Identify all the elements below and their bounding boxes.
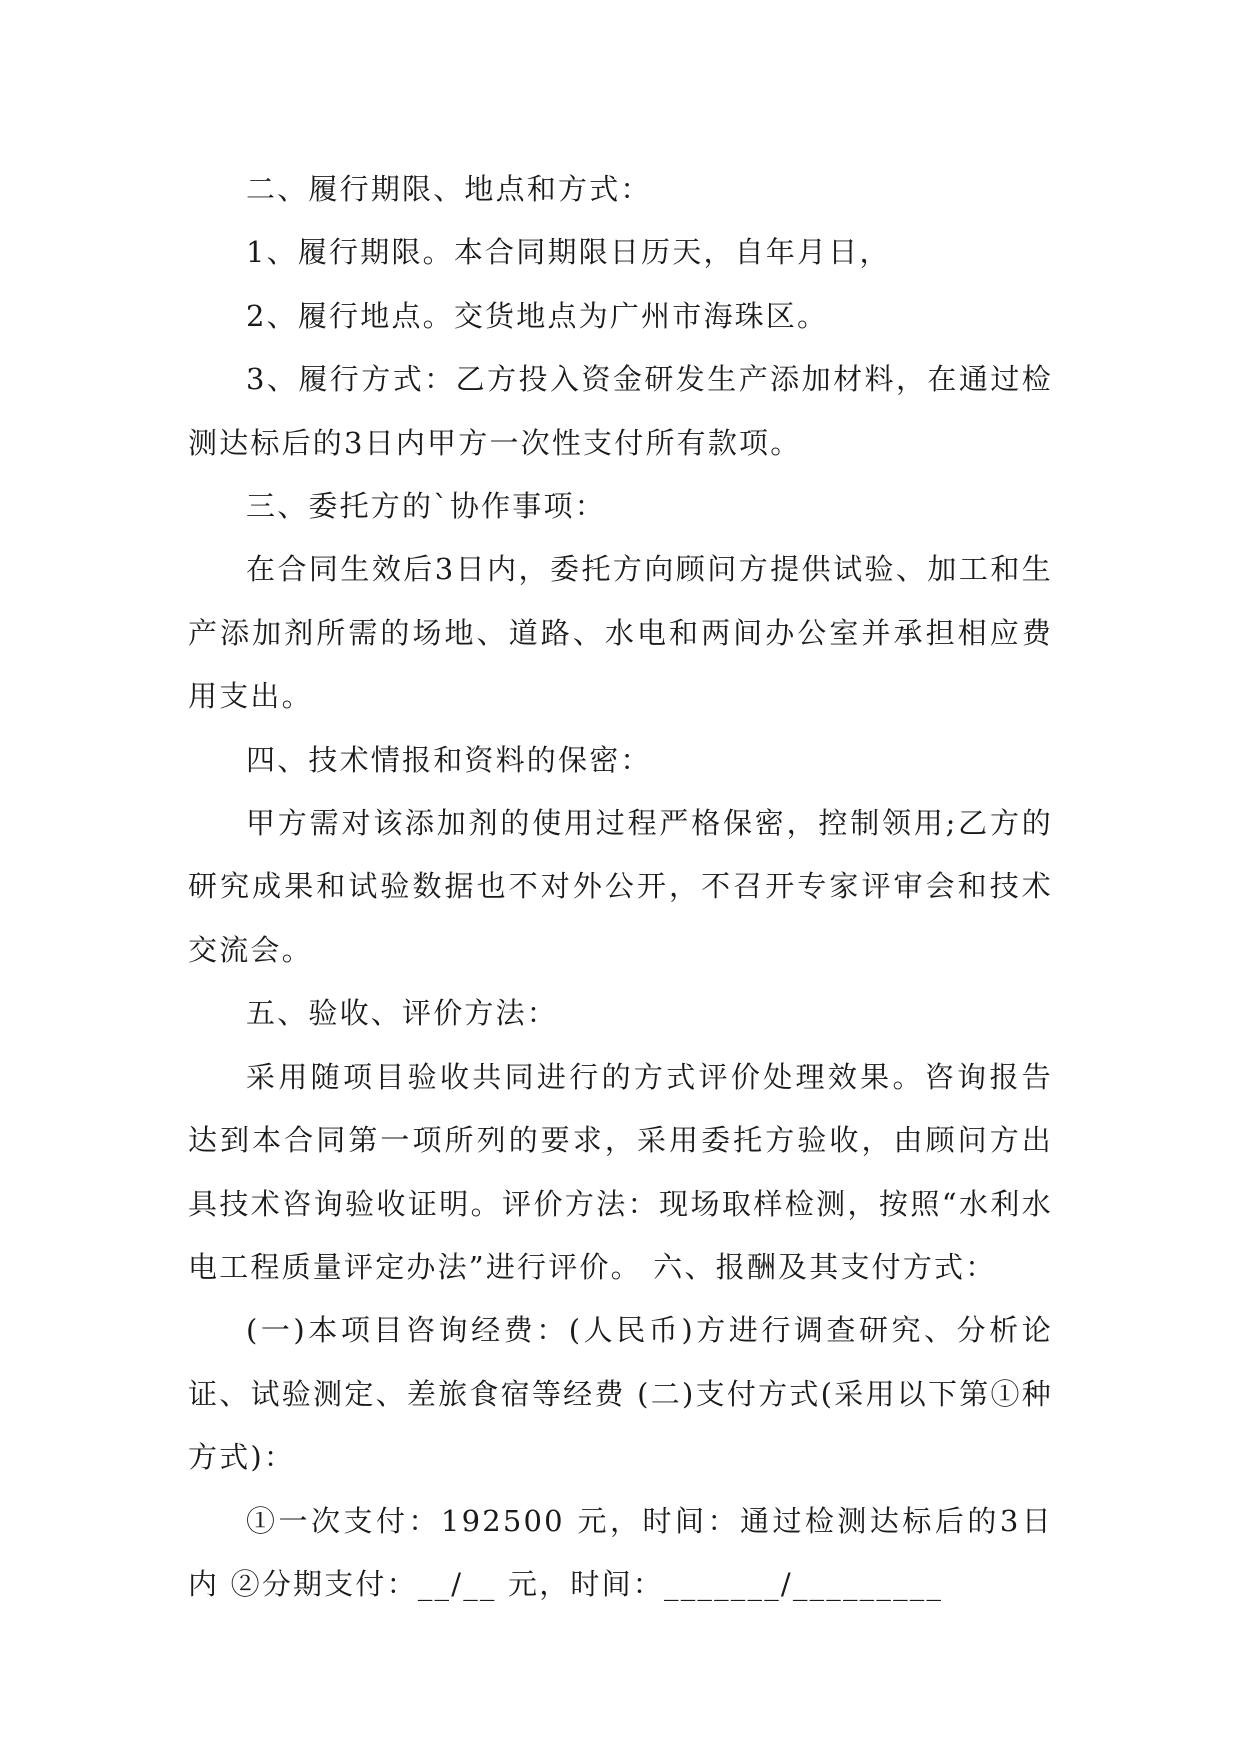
paragraph-confidentiality: 甲方需对该添加剂的使用过程严格保密，控制领用;乙方的研究成果和试验数据也不对外公开，不召开专家评审会和技术交流会。 bbox=[188, 806, 1053, 967]
paragraph-acceptance: 采用随项目验收共同进行的方式评价处理效果。咨询报告达到本合同第一项所列的要求，采用委托方验收，由顾问方出具技术咨询验收证明。评价方法：现场取样检测，按照“水利水电工程质量评定办法”进行评价。 六、报酬及其支付方式： bbox=[188, 1059, 1053, 1284]
section-heading-confidentiality: 四、技术情报和资料的保密： bbox=[246, 742, 652, 777]
paragraph-fees: (一)本项目咨询经费：(人民币)方进行调查研究、分析论证、试验测定、差旅食宿等经费 (二)支付方式(采用以下第①种方式)： bbox=[188, 1313, 1053, 1475]
paragraph-performance-location: 2、履行地点。交货地点为广州市海珠区。 bbox=[246, 298, 829, 333]
paragraph-performance-method: 3、履行方式：乙方投入资金研发生产添加材料，在通过检测达标后的3日内甲方一次性支付所有款项。 bbox=[188, 362, 1053, 460]
section-heading-cooperation: 三、委托方的`协作事项： bbox=[246, 489, 606, 524]
section-heading-acceptance: 五、验收、评价方法： bbox=[246, 996, 559, 1031]
paragraph-cooperation: 在合同生效后3日内，委托方向顾问方提供试验、加工和生产添加剂所需的场地、道路、水电和两间办公室并承担相应费用支出。 bbox=[188, 552, 1053, 714]
paragraph-performance-period: 1、履行期限。本合同期限日历天，自年月日， bbox=[246, 235, 891, 270]
paragraph-payment: ①一次支付：192500 元，时间：通过检测达标后的3日内 ②分期支付：__/__ 元，时间：_______/_________ bbox=[188, 1503, 1053, 1601]
section-heading-performance: 二、履行期限、地点和方式： bbox=[246, 172, 652, 206]
document-body bbox=[188, 158, 1053, 1616]
